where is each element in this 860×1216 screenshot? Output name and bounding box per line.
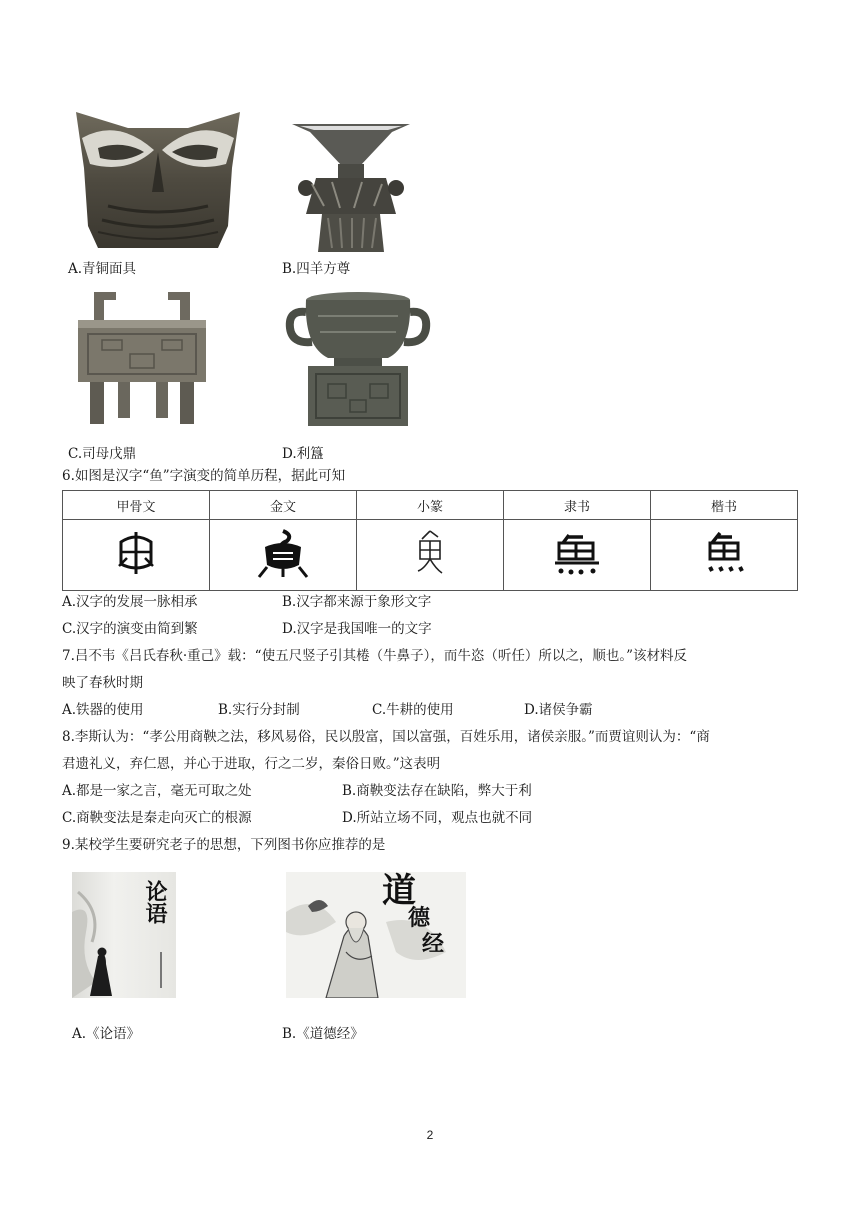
q7-option-d: D.诸侯争霸 [524, 702, 593, 718]
question-8-stem-line1: 8.李斯认为：“孝公用商鞅之法，移风易俗，民以殷富，国以富强，百姓乐用，诸侯亲服。”而贾谊则认为：“商 [62, 729, 710, 745]
header-regular-script: 楷书 [651, 491, 798, 520]
option-label-d: D.利簋 [282, 446, 324, 462]
q8-option-c: C.商鞅变法是秦走向灭亡的根源 [62, 810, 252, 826]
option-label-a: A.青铜面具 [68, 261, 137, 277]
question-7-stem-line2: 映了春秋时期 [62, 675, 143, 691]
fish-character-evolution-table [62, 490, 798, 591]
q9-option-b: B.《道德经》 [282, 1026, 364, 1042]
daodejing-cover-title-dao: 道 [382, 872, 416, 911]
four-ram-zun-image [288, 118, 414, 256]
q6-option-b: B.汉字都来源于象形文字 [282, 594, 432, 610]
q6-option-a: A.汉字的发展一脉相承 [62, 594, 198, 610]
q8-option-a: A.都是一家之言，毫无可取之处 [62, 783, 252, 799]
clerical-script-fish-glyph [504, 520, 651, 591]
q8-option-b: B.商鞅变法存在缺陷，弊大于利 [342, 783, 532, 799]
q6-option-d: D.汉字是我国唯一的文字 [282, 621, 432, 637]
regular-script-fish-glyph [651, 520, 798, 591]
oracle-bone-fish-glyph [63, 520, 210, 591]
q9-option-a: A.《论语》 [72, 1026, 141, 1042]
small-seal-fish-glyph [357, 520, 504, 591]
option-label-c: C.司母戊鼎 [68, 446, 137, 462]
question-9-stem: 9.某校学生要研究老子的思想，下列图书你应推荐的是 [62, 837, 386, 853]
q7-option-c: C.牛耕的使用 [372, 702, 454, 718]
daodejing-cover-title-de: 德 [408, 905, 431, 931]
q7-option-a: A.铁器的使用 [62, 702, 144, 718]
q6-option-c: C.汉字的演变由简到繁 [62, 621, 198, 637]
page-number: 2 [426, 1128, 434, 1142]
li-gui-image [284, 288, 432, 430]
q8-option-d: D.所站立场不同，观点也就不同 [342, 810, 533, 826]
header-small-seal: 小篆 [357, 491, 504, 520]
simuwu-ding-image [72, 290, 212, 428]
daodejing-cover-title-jing: 经 [422, 931, 445, 957]
lunyu-cover-title: 论语 [142, 880, 168, 924]
header-bronze-script: 金文 [210, 491, 357, 520]
bronze-mask-image [68, 108, 248, 256]
daodejing-book-cover [286, 872, 466, 998]
q7-option-b: B.实行分封制 [218, 702, 300, 718]
question-7-stem-line1: 7.吕不韦《吕氏春秋·重己》载：“使五尺竖子引其棬（牛鼻子），而牛恣（听任）所以之，顺也。”该材料反 [62, 648, 687, 664]
option-label-b: B.四羊方尊 [282, 261, 351, 277]
question-6-stem: 6.如图是汉字“鱼”字演变的简单历程，据此可知 [62, 468, 346, 484]
header-oracle-bone: 甲骨文 [63, 491, 210, 520]
question-8-stem-line2: 君遗礼义，弃仁恩，并心于进取，行之二岁，秦俗日败。”这表明 [62, 756, 441, 772]
bronze-script-fish-glyph [210, 520, 357, 591]
header-clerical-script: 隶书 [504, 491, 651, 520]
lunyu-book-cover [72, 872, 176, 998]
